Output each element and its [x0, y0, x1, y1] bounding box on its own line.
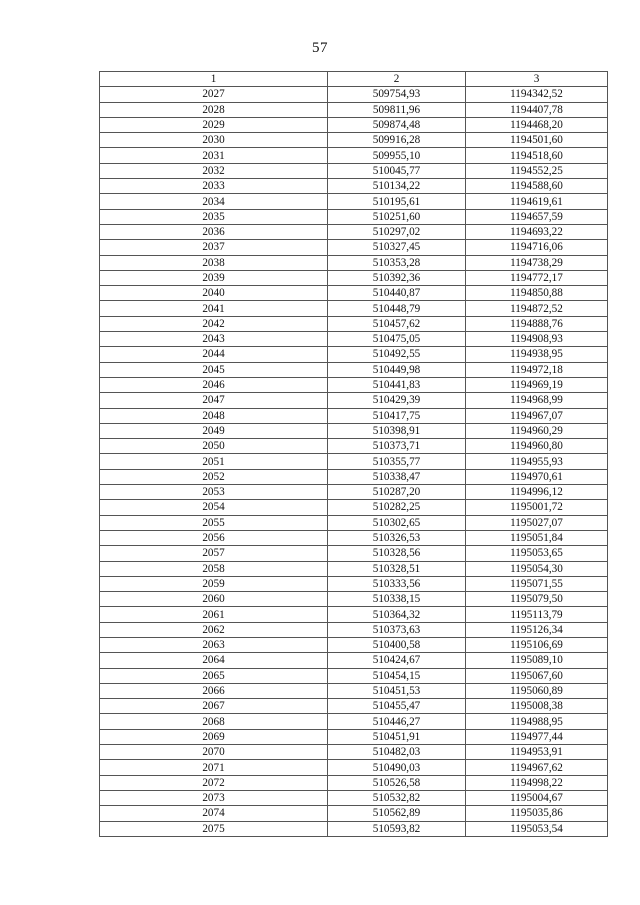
table-row — [100, 790, 608, 805]
x-coordinate-cell: 510526,58 — [328, 775, 466, 790]
x-coordinate-cell: 510424,67 — [328, 653, 466, 668]
y-coordinate-cell: 1194501,60 — [466, 133, 608, 148]
x-coordinate-cell: 510429,39 — [328, 393, 466, 408]
point-number-cell: 2063 — [100, 637, 328, 652]
x-coordinate-cell: 509754,93 — [328, 87, 466, 102]
coordinates-table — [99, 71, 608, 837]
x-coordinate-cell: 510451,91 — [328, 729, 466, 744]
table-row — [100, 179, 608, 194]
x-coordinate-cell: 510400,58 — [328, 637, 466, 652]
x-coordinate-cell: 510417,75 — [328, 408, 466, 423]
table-row — [100, 637, 608, 652]
y-coordinate-cell: 1195001,72 — [466, 500, 608, 515]
point-number-cell: 2064 — [100, 653, 328, 668]
point-number-cell: 2035 — [100, 209, 328, 224]
y-coordinate-cell: 1195060,89 — [466, 683, 608, 698]
point-number-cell: 2072 — [100, 775, 328, 790]
point-number-cell: 2058 — [100, 561, 328, 576]
y-coordinate-cell: 1194953,91 — [466, 745, 608, 760]
x-coordinate-cell: 509955,10 — [328, 148, 466, 163]
column-header-1: 1 — [100, 72, 328, 87]
x-coordinate-cell: 510490,03 — [328, 760, 466, 775]
x-coordinate-cell: 510251,60 — [328, 209, 466, 224]
table-row — [100, 163, 608, 178]
y-coordinate-cell: 1194960,29 — [466, 423, 608, 438]
point-number-cell: 2074 — [100, 806, 328, 821]
point-number-cell: 2028 — [100, 102, 328, 117]
x-coordinate-cell: 510440,87 — [328, 286, 466, 301]
x-coordinate-cell: 510449,98 — [328, 362, 466, 377]
x-coordinate-cell: 510338,47 — [328, 469, 466, 484]
table-row — [100, 530, 608, 545]
y-coordinate-cell: 1194772,17 — [466, 270, 608, 285]
point-number-cell: 2042 — [100, 316, 328, 331]
point-number-cell: 2050 — [100, 439, 328, 454]
table-row — [100, 393, 608, 408]
x-coordinate-cell: 509811,96 — [328, 102, 466, 117]
point-number-cell: 2033 — [100, 179, 328, 194]
y-coordinate-cell: 1194968,99 — [466, 393, 608, 408]
x-coordinate-cell: 510355,77 — [328, 454, 466, 469]
x-coordinate-cell: 510134,22 — [328, 179, 466, 194]
y-coordinate-cell: 1194872,52 — [466, 301, 608, 316]
x-coordinate-cell: 510455,47 — [328, 699, 466, 714]
point-number-cell: 2029 — [100, 117, 328, 132]
y-coordinate-cell: 1194518,60 — [466, 148, 608, 163]
y-coordinate-cell: 1194998,22 — [466, 775, 608, 790]
point-number-cell: 2039 — [100, 270, 328, 285]
point-number-cell: 2037 — [100, 240, 328, 255]
x-coordinate-cell: 510448,79 — [328, 301, 466, 316]
point-number-cell: 2036 — [100, 224, 328, 239]
table-row — [100, 683, 608, 698]
point-number-cell: 2040 — [100, 286, 328, 301]
y-coordinate-cell: 1195113,79 — [466, 607, 608, 622]
y-coordinate-cell: 1195008,38 — [466, 699, 608, 714]
y-coordinate-cell: 1194552,25 — [466, 163, 608, 178]
x-coordinate-cell: 510373,71 — [328, 439, 466, 454]
y-coordinate-cell: 1195126,34 — [466, 622, 608, 637]
y-coordinate-cell: 1194969,19 — [466, 377, 608, 392]
point-number-cell: 2054 — [100, 500, 328, 515]
y-coordinate-cell: 1194970,61 — [466, 469, 608, 484]
x-coordinate-cell: 510353,28 — [328, 255, 466, 270]
x-coordinate-cell: 510392,36 — [328, 270, 466, 285]
table-row — [100, 423, 608, 438]
x-coordinate-cell: 510328,51 — [328, 561, 466, 576]
point-number-cell: 2027 — [100, 87, 328, 102]
table-row — [100, 760, 608, 775]
table-row — [100, 745, 608, 760]
point-number-cell: 2062 — [100, 622, 328, 637]
x-coordinate-cell: 510302,65 — [328, 515, 466, 530]
x-coordinate-cell: 510333,56 — [328, 576, 466, 591]
table-row — [100, 821, 608, 836]
y-coordinate-cell: 1195035,86 — [466, 806, 608, 821]
page-number: 57 — [312, 40, 328, 56]
x-coordinate-cell: 510195,61 — [328, 194, 466, 209]
table-row — [100, 515, 608, 530]
x-coordinate-cell: 510338,15 — [328, 592, 466, 607]
point-number-cell: 2045 — [100, 362, 328, 377]
point-number-cell: 2041 — [100, 301, 328, 316]
x-coordinate-cell: 510327,45 — [328, 240, 466, 255]
table-row — [100, 561, 608, 576]
x-coordinate-cell: 510446,27 — [328, 714, 466, 729]
table-row — [100, 806, 608, 821]
y-coordinate-cell: 1195053,65 — [466, 546, 608, 561]
y-coordinate-cell: 1194588,60 — [466, 179, 608, 194]
point-number-cell: 2075 — [100, 821, 328, 836]
y-coordinate-cell: 1194960,80 — [466, 439, 608, 454]
y-coordinate-cell: 1195089,10 — [466, 653, 608, 668]
x-coordinate-cell: 510328,56 — [328, 546, 466, 561]
x-coordinate-cell: 510454,15 — [328, 668, 466, 683]
point-number-cell: 2059 — [100, 576, 328, 591]
x-coordinate-cell: 510373,63 — [328, 622, 466, 637]
table-header-row — [100, 72, 608, 87]
table-row — [100, 316, 608, 331]
point-number-cell: 2067 — [100, 699, 328, 714]
point-number-cell: 2032 — [100, 163, 328, 178]
table-body — [100, 87, 608, 837]
y-coordinate-cell: 1194967,07 — [466, 408, 608, 423]
table-row — [100, 500, 608, 515]
table-row — [100, 714, 608, 729]
y-coordinate-cell: 1195054,30 — [466, 561, 608, 576]
y-coordinate-cell: 1194407,78 — [466, 102, 608, 117]
y-coordinate-cell: 1194619,61 — [466, 194, 608, 209]
column-header-2: 2 — [328, 72, 466, 87]
table-row — [100, 408, 608, 423]
point-number-cell: 2056 — [100, 530, 328, 545]
table-row — [100, 546, 608, 561]
x-coordinate-cell: 510045,77 — [328, 163, 466, 178]
x-coordinate-cell: 510297,02 — [328, 224, 466, 239]
x-coordinate-cell: 510562,89 — [328, 806, 466, 821]
table-row — [100, 117, 608, 132]
point-number-cell: 2055 — [100, 515, 328, 530]
point-number-cell: 2073 — [100, 790, 328, 805]
x-coordinate-cell: 510482,03 — [328, 745, 466, 760]
table-row — [100, 270, 608, 285]
point-number-cell: 2047 — [100, 393, 328, 408]
table-row — [100, 485, 608, 500]
x-coordinate-cell: 510492,55 — [328, 347, 466, 362]
y-coordinate-cell: 1194342,52 — [466, 87, 608, 102]
table-row — [100, 209, 608, 224]
table-row — [100, 699, 608, 714]
table-row — [100, 240, 608, 255]
point-number-cell: 2068 — [100, 714, 328, 729]
table-row — [100, 255, 608, 270]
point-number-cell: 2044 — [100, 347, 328, 362]
y-coordinate-cell: 1195027,07 — [466, 515, 608, 530]
point-number-cell: 2031 — [100, 148, 328, 163]
x-coordinate-cell: 509874,48 — [328, 117, 466, 132]
column-header-3: 3 — [466, 72, 608, 87]
y-coordinate-cell: 1194716,06 — [466, 240, 608, 255]
x-coordinate-cell: 510326,53 — [328, 530, 466, 545]
table-row — [100, 439, 608, 454]
table-row — [100, 133, 608, 148]
table-row — [100, 332, 608, 347]
x-coordinate-cell: 509916,28 — [328, 133, 466, 148]
y-coordinate-cell: 1194693,22 — [466, 224, 608, 239]
x-coordinate-cell: 510282,25 — [328, 500, 466, 515]
table-row — [100, 87, 608, 102]
point-number-cell: 2052 — [100, 469, 328, 484]
x-coordinate-cell: 510287,20 — [328, 485, 466, 500]
point-number-cell: 2053 — [100, 485, 328, 500]
y-coordinate-cell: 1194850,88 — [466, 286, 608, 301]
table-row — [100, 622, 608, 637]
y-coordinate-cell: 1195071,55 — [466, 576, 608, 591]
y-coordinate-cell: 1194908,93 — [466, 332, 608, 347]
y-coordinate-cell: 1194996,12 — [466, 485, 608, 500]
point-number-cell: 2071 — [100, 760, 328, 775]
x-coordinate-cell: 510532,82 — [328, 790, 466, 805]
point-number-cell: 2048 — [100, 408, 328, 423]
table-row — [100, 286, 608, 301]
table-row — [100, 224, 608, 239]
point-number-cell: 2069 — [100, 729, 328, 744]
point-number-cell: 2051 — [100, 454, 328, 469]
y-coordinate-cell: 1194977,44 — [466, 729, 608, 744]
x-coordinate-cell: 510441,83 — [328, 377, 466, 392]
x-coordinate-cell: 510451,53 — [328, 683, 466, 698]
x-coordinate-cell: 510364,32 — [328, 607, 466, 622]
table-row — [100, 347, 608, 362]
point-number-cell: 2049 — [100, 423, 328, 438]
y-coordinate-cell: 1194468,20 — [466, 117, 608, 132]
x-coordinate-cell: 510457,62 — [328, 316, 466, 331]
point-number-cell: 2043 — [100, 332, 328, 347]
y-coordinate-cell: 1195053,54 — [466, 821, 608, 836]
table-row — [100, 377, 608, 392]
table-row — [100, 148, 608, 163]
point-number-cell: 2061 — [100, 607, 328, 622]
y-coordinate-cell: 1194988,95 — [466, 714, 608, 729]
y-coordinate-cell: 1194657,59 — [466, 209, 608, 224]
table-row — [100, 775, 608, 790]
point-number-cell: 2065 — [100, 668, 328, 683]
table-row — [100, 194, 608, 209]
point-number-cell: 2046 — [100, 377, 328, 392]
table-row — [100, 454, 608, 469]
y-coordinate-cell: 1195004,67 — [466, 790, 608, 805]
point-number-cell: 2060 — [100, 592, 328, 607]
x-coordinate-cell: 510475,05 — [328, 332, 466, 347]
table-row — [100, 729, 608, 744]
table-row — [100, 668, 608, 683]
point-number-cell: 2070 — [100, 745, 328, 760]
y-coordinate-cell: 1194972,18 — [466, 362, 608, 377]
table-row — [100, 653, 608, 668]
y-coordinate-cell: 1194967,62 — [466, 760, 608, 775]
y-coordinate-cell: 1195079,50 — [466, 592, 608, 607]
table-row — [100, 102, 608, 117]
table-row — [100, 592, 608, 607]
y-coordinate-cell: 1195067,60 — [466, 668, 608, 683]
y-coordinate-cell: 1194888,76 — [466, 316, 608, 331]
point-number-cell: 2057 — [100, 546, 328, 561]
table-row — [100, 469, 608, 484]
point-number-cell: 2066 — [100, 683, 328, 698]
x-coordinate-cell: 510593,82 — [328, 821, 466, 836]
table-row — [100, 362, 608, 377]
point-number-cell: 2038 — [100, 255, 328, 270]
y-coordinate-cell: 1195106,69 — [466, 637, 608, 652]
table-row — [100, 301, 608, 316]
y-coordinate-cell: 1194738,29 — [466, 255, 608, 270]
y-coordinate-cell: 1195051,84 — [466, 530, 608, 545]
y-coordinate-cell: 1194955,93 — [466, 454, 608, 469]
x-coordinate-cell: 510398,91 — [328, 423, 466, 438]
y-coordinate-cell: 1194938,95 — [466, 347, 608, 362]
table-row — [100, 607, 608, 622]
point-number-cell: 2034 — [100, 194, 328, 209]
point-number-cell: 2030 — [100, 133, 328, 148]
table-row — [100, 576, 608, 591]
